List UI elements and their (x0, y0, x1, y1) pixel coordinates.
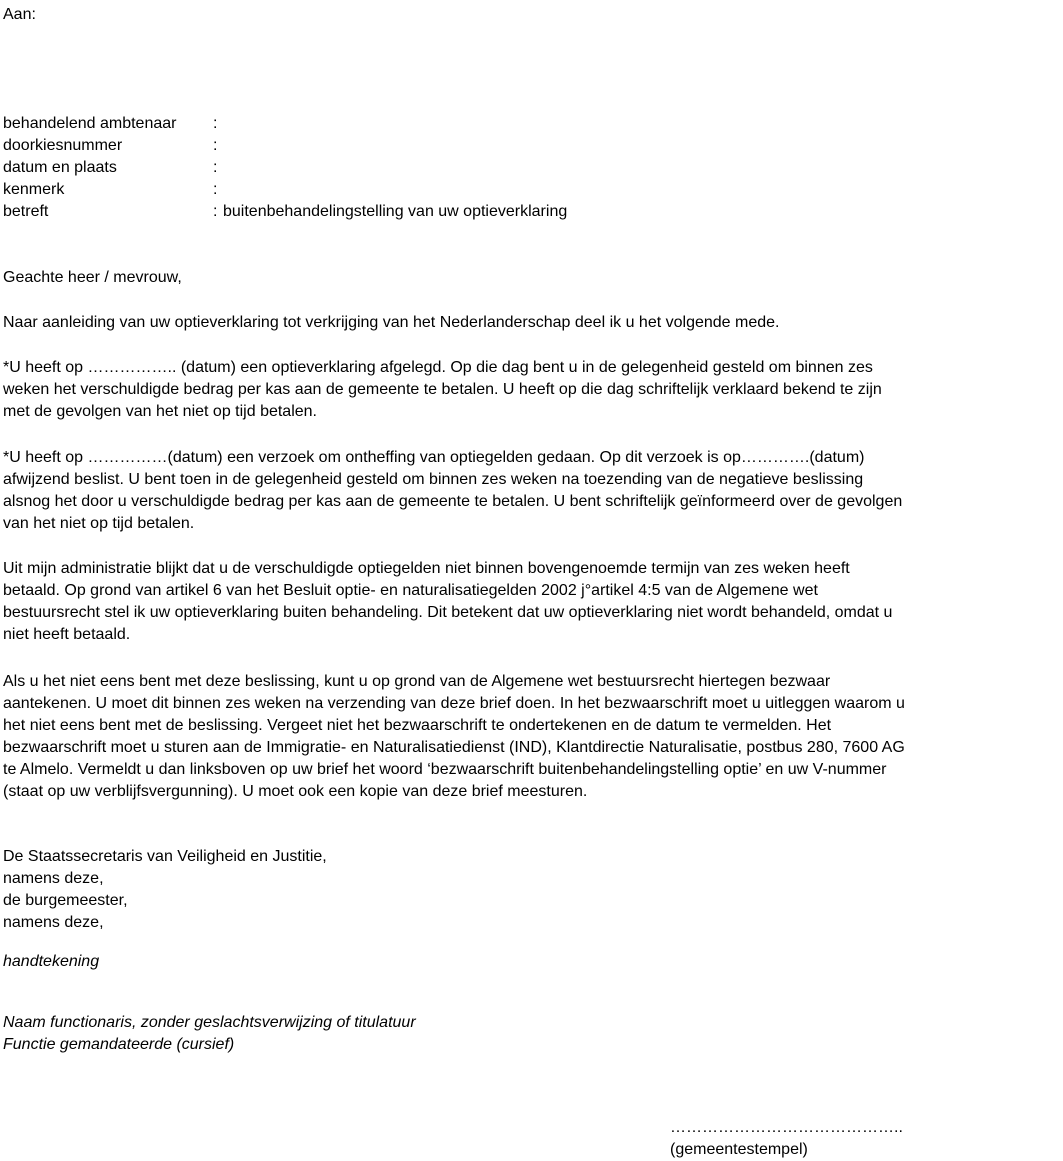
paragraph-objection (3, 671, 1043, 803)
stamp-dots: …………………………………….. (670, 1119, 903, 1136)
salutation: Geachte heer / mevrouw, (3, 269, 182, 286)
paragraph-line: *U heeft op …………….. (datum) een optieverklaring afgelegd. Op die dag bent u in de gelegenheid gesteld om binnen zes (3, 359, 873, 376)
official-function: Functie gemandateerde (cursief) (3, 1036, 235, 1053)
paragraph-line: Als u het niet eens bent met deze beslissing, kunt u op grond van de Algemene wet bestuursrecht hiertegen bezwaar (3, 673, 831, 690)
field-label: behandelend ambtenaar (3, 115, 177, 132)
field-separator: : (213, 181, 218, 198)
closing-line: namens deze, (3, 870, 104, 887)
field-separator: : (213, 203, 218, 220)
field-separator: : (213, 159, 218, 176)
paragraph-line: bestuursrecht stel ik uw optieverklaring buiten behandeling. Dit betekent dat uw optieverklaring niet wordt behandeld, omdat u (3, 604, 893, 621)
closing-block (3, 846, 1043, 934)
field-label: betreft (3, 203, 49, 220)
paragraph-line: Uit mijn administratie blijkt dat u de verschuldigde optiegelden niet binnen bovengenoemde termijn van zes weken heeft (3, 560, 850, 577)
paragraph-line: het niet eens bent met de beslissing. Vergeet niet het bezwaarschrift te ondertekenen en de datum te vermelden. Het (3, 717, 832, 734)
paragraph-line: betaald. Op grond van artikel 6 van het Besluit optie- en naturalisatiegelden 2002 j°artikel 4:5 van de Algemene wet (3, 582, 818, 599)
field-separator: : (213, 115, 218, 132)
official-name: Naam functionaris, zonder geslachtsverwijzing of titulatuur (3, 1014, 416, 1031)
stamp-label: (gemeentestempel) (670, 1141, 808, 1158)
paragraph-line: niet heeft betaald. (3, 626, 131, 643)
intro-paragraph: Naar aanleiding van uw optieverklaring tot verkrijging van het Nederlanderschap deel ik u het volgende mede. (3, 314, 780, 331)
field-label: datum en plaats (3, 159, 117, 176)
paragraph-line: van het niet op tijd betalen. (3, 515, 195, 532)
paragraph-line: aantekenen. U moet dit binnen zes weken na verzending van deze brief doen. In het bezwaarschrift moet u uitleggen waarom u (3, 695, 905, 712)
field-value: buitenbehandelingstelling van uw optieverklaring (223, 203, 568, 220)
paragraph-line: (staat op uw verblijfsvergunning). U moet ook een kopie van deze brief meesturen. (3, 783, 588, 800)
closing-line: de burgemeester, (3, 892, 128, 909)
paragraph-line: weken het verschuldigde bedrag per kas aan de gemeente te betalen. U heeft op die dag schriftelijk verklaard bekend te zijn (3, 381, 882, 398)
paragraph-line: bezwaarschrift moet u sturen aan de Immigratie- en Naturalisatiedienst (IND), Klantdirectie Naturalisatie, postbus 280, 7600 AG (3, 739, 905, 756)
recipient-label: Aan: (3, 6, 36, 23)
field-separator: : (213, 137, 218, 154)
paragraph-line: *U heeft op ……………(datum) een verzoek om ontheffing van optiegelden gedaan. Op dit verzoek is op………….(datum) (3, 449, 865, 466)
paragraph-line: met de gevolgen van het niet op tijd betalen. (3, 403, 317, 420)
paragraph-decision (3, 558, 1043, 646)
paragraph-exemption-request (3, 447, 1043, 535)
closing-line: De Staatssecretaris van Veiligheid en Justitie, (3, 848, 327, 865)
closing-line: namens deze, (3, 914, 104, 931)
official-block (3, 1012, 1043, 1056)
paragraph-line: te Almelo. Vermeldt u dan linksboven op uw brief het woord ‘bezwaarschrift buitenbehandelingstelling optie’ en uw V-nummer (3, 761, 887, 778)
paragraph-option-declaration (3, 357, 1043, 423)
paragraph-line: afwijzend beslist. U bent toen in de gelegenheid gesteld om binnen zes weken na toezending van de negatieve beslissing (3, 471, 864, 488)
paragraph-line: alsnog het door u verschuldigde bedrag per kas aan de gemeente te betalen. U bent schriftelijk geïnformeerd over de gevolgen (3, 493, 903, 510)
field-label: doorkiesnummer (3, 137, 123, 154)
municipal-stamp (670, 1117, 903, 1161)
signature-placeholder: handtekening (3, 953, 100, 970)
field-label: kenmerk (3, 181, 65, 198)
